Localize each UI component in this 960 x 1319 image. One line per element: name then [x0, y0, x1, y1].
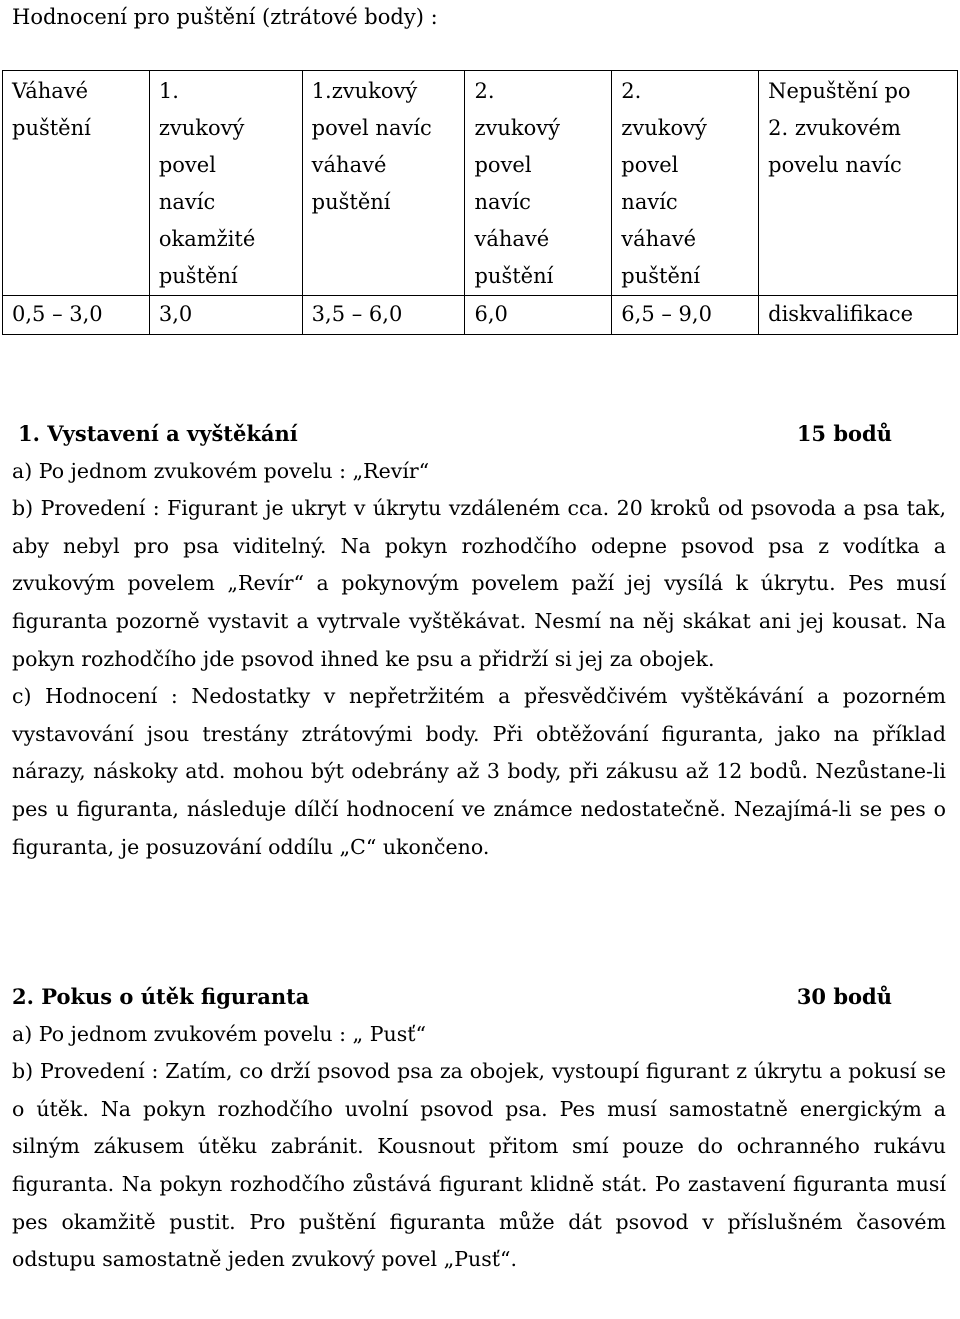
section-1-procedure: b) Provedení : Figurant je ukryt v úkrytu vzdáleném cca. 20 kroků od psovoda a psa tak, aby nebyl pro psa viditelný. Na pokyn rozhodčího odepne psovod psa z vodítka a zvukovým povelem „Revír“ a pokynovým povelem paží jej vysílá k úkrytu. Pes musí figuranta pozorně vystavit a vytrvale vyštěkávat. Nesmí na něj skákat ani jej kousat. Na pokyn rozhodčího jde psovod ihned ke psu a přidrží si jej za obojek. — [12, 496, 946, 671]
section-1-evaluation: c) Hodnocení : Nedostatky v nepřetržitém a přesvědčivém vyštěkávání a pozorném vystavování jsou trestány ztrátovými body. Při obtěžování figuranta, jako na příklad nárazy, náskoky atd. mohou být odebrány až 3 body, při zákusu až 12 bodů. Nezůstane-li pes u figuranta, následuje dílčí hodnocení ve známce nedostatečně. Nezajímá-li se pes o figuranta, je posuzování oddílu „C“ ukončeno. — [12, 684, 946, 859]
table-header-cell: Nepuštění po 2. zvukovém povelu navíc — [759, 71, 958, 296]
page-heading: Hodnocení pro puštění (ztrátové body) : — [12, 5, 438, 29]
table-value-cell: 6,5 – 9,0 — [612, 296, 759, 335]
section-2-title: 2. Pokus o útěk figuranta — [12, 984, 310, 1009]
section-2-points: 30 bodů — [796, 984, 892, 1009]
table-header-cell: 1. zvukový povel navíc okamžité puštění — [149, 71, 302, 296]
section-1-header — [12, 415, 946, 453]
section-1 — [12, 415, 946, 866]
table-value-cell: diskvalifikace — [759, 296, 958, 335]
section-2 — [12, 978, 946, 1279]
section-2-command: a) Po jednom zvukovém povelu : „ Pusť“ — [12, 1021, 426, 1046]
section-1-points: 15 bodů — [796, 421, 892, 446]
table-value-cell: 3,0 — [149, 296, 302, 335]
table-header-cell: Váhavé puštění — [3, 71, 150, 296]
table-header-row — [3, 71, 958, 296]
table-value-cell: 0,5 – 3,0 — [3, 296, 150, 335]
table-values-row — [3, 296, 958, 335]
section-2-procedure: b) Provedení : Zatím, co drží psovod psa za obojek, vystoupí figurant z úkrytu a pokusí se o útěk. Na pokyn rozhodčího uvolní psovod psa. Pes musí samostatně energickým a silným zákusem útěku zabránit. Kousnout přitom smí pouze do ochranného rukávu figuranta. Na pokyn rozhodčího zůstává figurant klidně stát. Po zastavení figuranta musí pes okamžitě pustit. Pro puštění figuranta může dát psovod v příslušném časovém odstupu samostatně jeden zvukový povel „Pusť“. — [12, 1059, 946, 1272]
scoring-table — [2, 70, 958, 335]
section-1-command: a) Po jednom zvukovém povelu : „Revír“ — [12, 458, 430, 483]
table-header-cell: 2. zvukový povel navíc váhavé puštění — [465, 71, 612, 296]
table-value-cell: 3,5 – 6,0 — [302, 296, 465, 335]
table-header-cell: 1.zvukový povel navíc váhavé puštění — [302, 71, 465, 296]
table-value-cell: 6,0 — [465, 296, 612, 335]
section-1-title: 1. Vystavení a vyštěkání — [18, 421, 298, 446]
table-header-cell: 2. zvukový povel navíc váhavé puštění — [612, 71, 759, 296]
section-2-header — [12, 978, 946, 1016]
